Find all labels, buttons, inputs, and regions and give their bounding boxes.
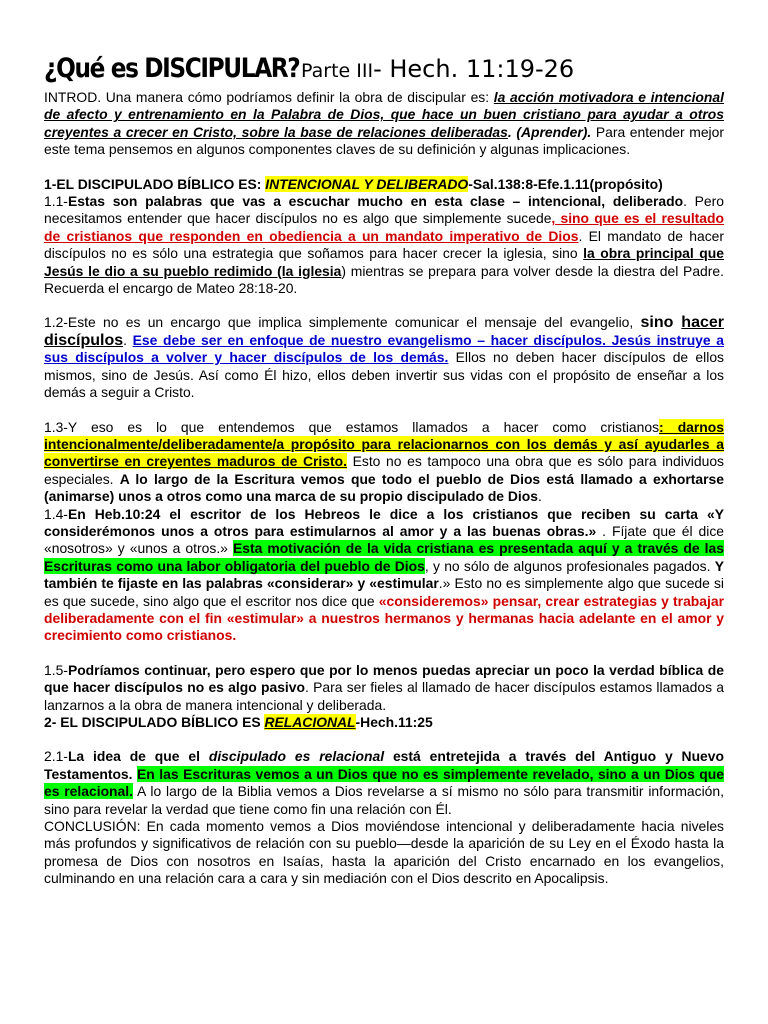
- paragraph-1-1: 1.1-Estas son palabras que vas a escuchar mucho en esta clase – intencional, deliberado. Pero necesitamos entender que hacer discípulos no es algo que simplemente sucede, sino que es el resultado de cristianos que responden en obediencia a un mandato imperativo de Dios. El mandato de hacer discípulos no es sólo una estrategia que soñamos para hacer crecer la iglesia, sino la obra principal que Jesús le dio a su pueblo redimido (la iglesia) mientras se prepara para volver desde la diestra del Padre. Recuerda el encargo de Mateo 28:18-20.: [44, 193, 725, 297]
- section-1-highlight: INTENCIONAL Y DELIBERADO: [265, 175, 469, 192]
- title-main: ¿Qué es DISCIPULAR?: [44, 53, 300, 84]
- section-2-highlight: RELACIONAL: [264, 714, 356, 730]
- paragraph-1-4: 1.4-En Heb.10:24 el escritor de los Hebreos le dice a los cristianos que reciben su carta «Y considerémonos unos a otros para estimularnos al amor y a las buenas obras.» . Fíjate que él dice «nosotros» y «unos a otros.» Esta motivación de la vida cristiana es presentada aquí y a través de las Escrituras como una labor obligatoria del pueblo de Dios, y no sólo de algunos profesionales pagados. Y también te fijaste en las palabras «considerar» y «estimular.» Esto no es simplemente algo que sucede si es que sucede, sino algo que el escritor nos dice que «consideremos» pensar, crear estrategias y trabajar deliberadamente con el fin «estimular» a nuestros hermanos y hermanas hacia adelante en el amor y crecimiento como cristianos.: [44, 505, 724, 644]
- paragraph-1-2: 1.2-Este no es un encargo que implica simplemente comunicar el mensaje del evangelio, sino hacer discípulos. Ese debe ser en enfoque de nuestro evangelismo – hacer discípulos. Jesús instruye a sus discípulos a volver y hacer discípulos de los demás. Ellos no deben hacer discípulos de ellos mismos, sino de Jesús. Así como Él hizo, ellos deben invertir sus vidas con el propósito de enseñar a los demás a seguir a Cristo.: [44, 314, 725, 401]
- paragraph-2-1: 2.1-La idea de que el discipulado es relacional está entretejida a través del Antiguo y Nuevo Testamentos. En las Escrituras vemos a un Dios que no es simplemente revelado, sino a un Dios que es relacional. A lo largo de la Biblia vemos a Dios revelarse a sí mismo no sólo para transmitir información, sino para revelar la verdad que tiene como fin una relación con Él.: [44, 748, 725, 817]
- conclusion-paragraph: CONCLUSIÓN: En cada momento vemos a Dios moviéndose intencional y deliberadamente hacia niveles más profundos y significativos de relación con su pueblo—desde la aparición de su Ley en el Éxodo hasta la promesa de Dios con nosotros en Isaías, hasta la aparición del Cristo encarnado en los evangelios, culminando en una relación cara a cara y sin mediación con el Dios descrito en Apocalipsis.: [44, 818, 724, 887]
- intro-paragraph: INTROD. Una manera cómo podríamos definir la obra de discipular es: la acción motivadora e intencional de afecto y entrenamiento en la Palabra de Dios, que hace un buen cristiano para ayudar a otros creyentes a crecer en Cristo, sobre la base de relaciones deliberadas. (Aprender). Para entender mejor este tema pensemos en algunos componentes claves de su definición y algunas implicaciones.: [44, 89, 724, 158]
- paragraph-1-3: 1.3-Y eso es lo que entendemos que estamos llamados a hacer como cristianos: darnos intencionalmente/deliberadamente/a propósito para relacionarnos con los demás y así ayudarles a convertirse en creyentes maduros de Cristo. Esto no es tampoco una obra que es sólo para individuos especiales. A lo largo de la Escritura vemos que todo el pueblo de Dios está llamado a exhortarse (animarse) unos a otros como una marca de su propio discipulado de Dios.: [44, 418, 725, 505]
- title-part: Parte III: [294, 60, 374, 82]
- paragraph-1-5: 1.5-Podríamos continuar, pero espero que por lo menos puedas apreciar un poco la verdad bíblica de que hacer discípulos no es algo pasivo. Para ser fieles al llamado de hacer discípulos estamos llamados a lanzarnos a la obra de manera intencional y deliberada.: [44, 661, 724, 713]
- discipling-definition: la acción motivadora e intencional de afecto y entrenamiento en la Palabra de Dios, que hace un buen cristiano para ayudar a otros creyentes a crecer en Cristo, sobre la base de relaciones deliberadas: [44, 89, 724, 140]
- section-1-heading: 1-EL DISCIPULADO BÍBLICO ES: INTENCIONAL Y DELIBERADO-Sal.138:8-Efe.1.11(propósito): [44, 175, 663, 192]
- section-2-heading: 2- EL DISCIPULADO BÍBLICO ES RELACIONAL-Hech.11:25: [44, 714, 433, 730]
- page-title: [44, 52, 724, 87]
- title-reference: - Hech. 11:19-26: [373, 55, 575, 83]
